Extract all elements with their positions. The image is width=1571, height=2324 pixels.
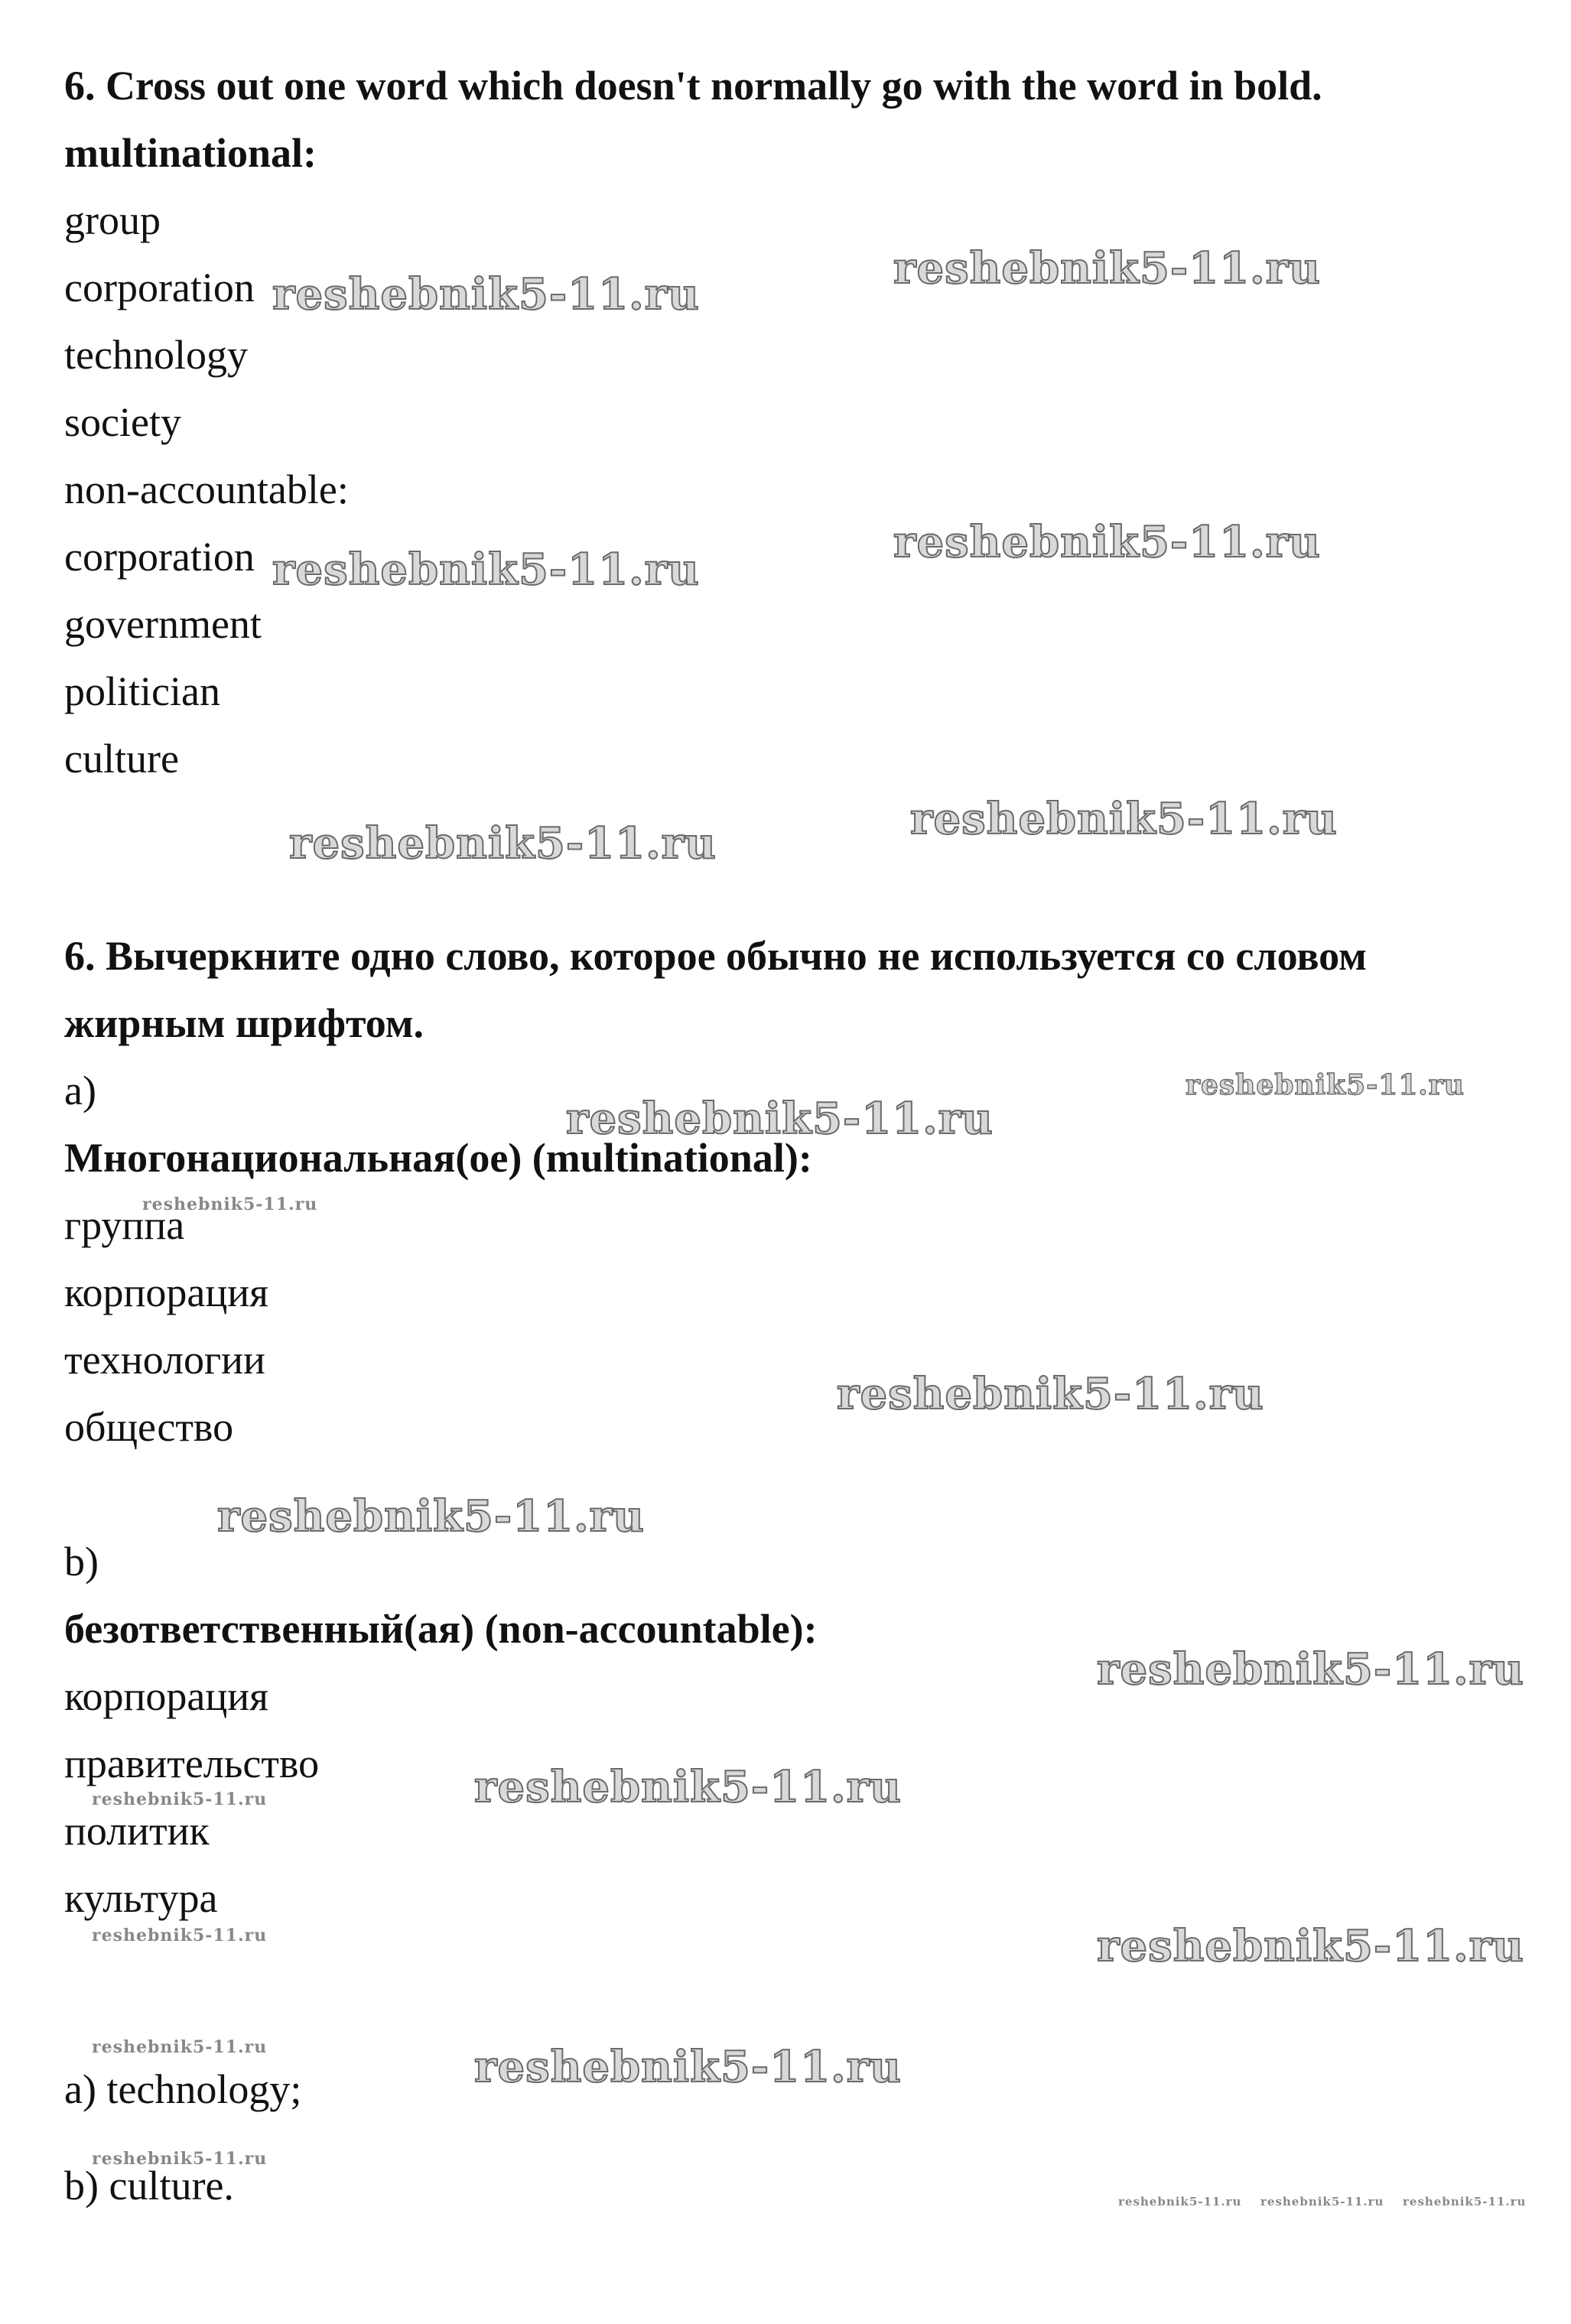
task-heading-english: 6. Cross out one word which doesn't normally go with the word in bold. (64, 63, 1322, 109)
watermark: reshebnik5-11.ru (1186, 1069, 1465, 1101)
list-item: culture (64, 736, 179, 782)
list-item: group (64, 197, 161, 243)
list-item: общество (64, 1404, 234, 1450)
watermark: reshebnik5-11.ru (893, 243, 1321, 294)
part-b-label: b) (64, 1539, 99, 1585)
list-item: корпорация (64, 1673, 268, 1719)
watermark: reshebnik5-11.ru (1260, 2195, 1384, 2209)
list-item: politician (64, 668, 220, 714)
list-item: политик (64, 1808, 210, 1854)
list-item: группа (64, 1202, 185, 1248)
list-item: корпорация (64, 1269, 268, 1315)
watermark: reshebnik5-11.ru (92, 2037, 268, 2057)
watermark: reshebnik5-11.ru (142, 1195, 318, 1214)
watermark: reshebnik5-11.ru (92, 2149, 268, 2169)
watermark: reshebnik5-11.ru (272, 544, 700, 595)
watermark: reshebnik5-11.ru (474, 1762, 902, 1812)
watermark: reshebnik5-11.ru (893, 517, 1321, 567)
watermark: reshebnik5-11.ru (1118, 2195, 1242, 2209)
watermark: reshebnik5-11.ru (92, 1789, 268, 1809)
watermark: reshebnik5-11.ru (910, 794, 1338, 844)
list-item: культура (64, 1875, 218, 1921)
answer-b: b) culture. (64, 2163, 234, 2209)
task-heading-russian-line1: 6. Вычеркните одно слово, которое обычно не используется со словом (64, 933, 1367, 979)
group-title-multinational: multinational: (64, 130, 317, 176)
part-a-title: Многонациональная(ое) (multinational): (64, 1135, 812, 1181)
list-item: corporation (64, 534, 255, 580)
watermark: reshebnik5-11.ru (1097, 1644, 1524, 1695)
list-item: corporation (64, 265, 255, 310)
part-b-title: безответственный(ая) (non-accountable): (64, 1606, 818, 1652)
answer-a: a) technology; (64, 2066, 302, 2112)
list-item: government (64, 601, 262, 647)
group-title-non-accountable: non-accountable: (64, 466, 349, 512)
list-item: правительство (64, 1741, 320, 1786)
watermark: reshebnik5-11.ru (92, 1926, 268, 1945)
watermark: reshebnik5-11.ru (1097, 1921, 1524, 1971)
list-item: технологии (64, 1337, 265, 1383)
watermark: reshebnik5-11.ru (272, 269, 700, 320)
watermark: reshebnik5-11.ru (566, 1094, 994, 1144)
watermark: reshebnik5-11.ru (474, 2042, 902, 2092)
watermark: reshebnik5-11.ru (217, 1491, 645, 1542)
list-item: society (64, 399, 181, 445)
list-item: technology (64, 332, 248, 378)
watermark: reshebnik5-11.ru (289, 818, 717, 869)
task-heading-russian-line2: жирным шрифтом. (64, 1000, 424, 1046)
watermark: reshebnik5-11.ru (837, 1369, 1264, 1419)
part-a-label: a) (64, 1068, 96, 1113)
watermark: reshebnik5-11.ru (1403, 2195, 1527, 2209)
